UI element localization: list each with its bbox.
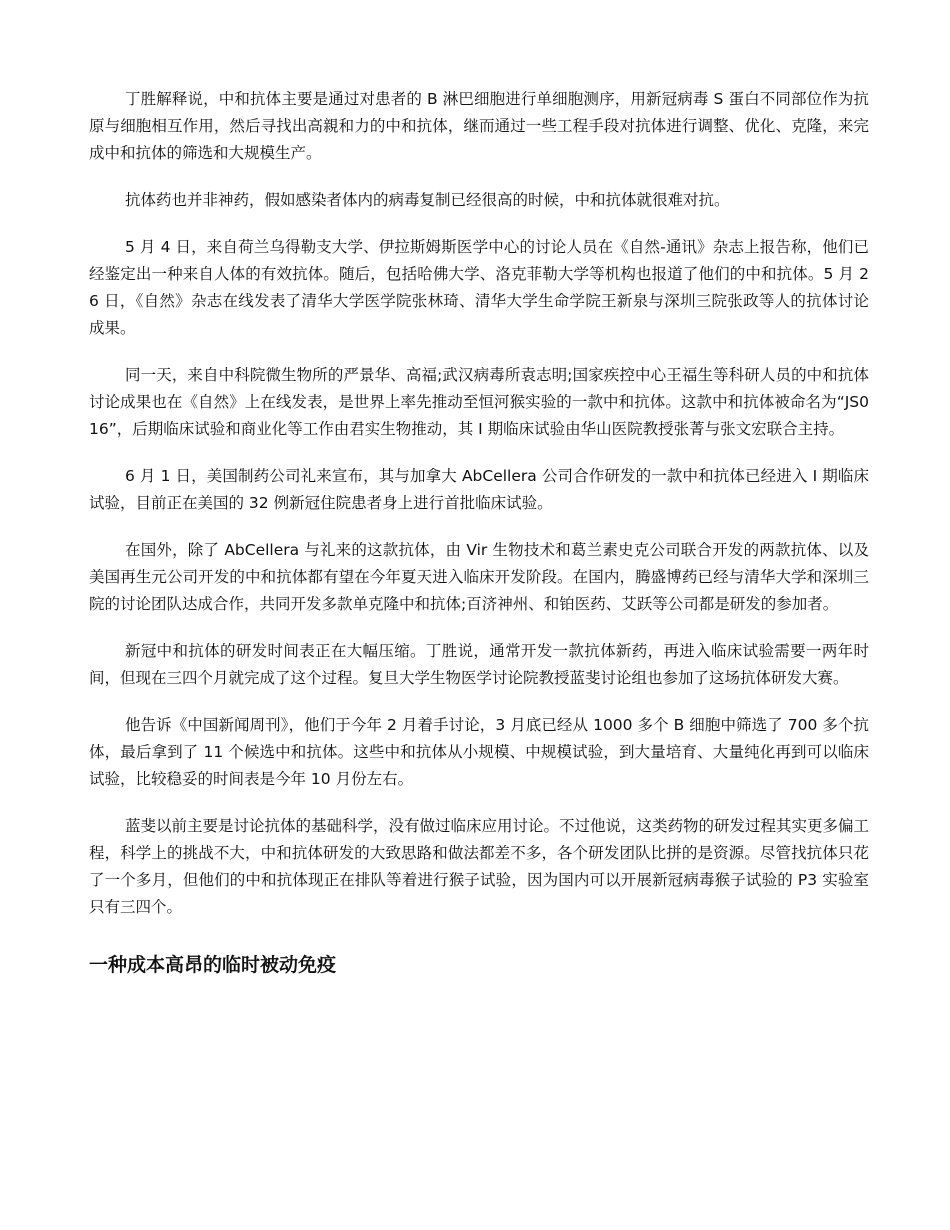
paragraph-3: 5 月 4 日，来自荷兰乌得勒支大学、伊拉斯姆斯医学中心的讨论人员在《自然-通讯》杂志上报告称，他们已经鉴定出一种来自人体的有效抗体。随后，包括哈佛大学、洛克菲勒大学等机构也报道了他们的中和抗体。5 月 26 日，《自然》杂志在线发表了清华大学医学院张林琦、清华大学生命学院王新泉与深圳三院张政等人的抗体讨论成果。 [89,238,869,337]
paragraph-5: 6 月 1 日，美国制药公司礼来宣布，其与加拿大 AbCellera 公司合作研发的一款中和抗体已经进入 I 期临床试验，目前正在美国的 32 例新冠住院患者身上进行首批临床试验。 [89,467,869,512]
section-heading: 一种成本高昂的临时被动免疫 [89,954,337,976]
paragraph-9: 蓝斐以前主要是讨论抗体的基础科学，没有做过临床应用讨论。不过他说，这类药物的研发过程其实更多偏工程，科学上的挑战不大，中和抗体研发的大致思路和做法都差不多，各个研发团队比拼的是资源。尽管找抗体只花了一个多月，但他们的中和抗体现正在排队等着进行猴子试验，因为国内可以开展新冠病毒猴子试验的 P3 实验室只有三四个。 [89,817,870,916]
paragraph-4: 同一天，来自中科院微生物所的严景华、高福;武汉病毒所袁志明;国家疾控中心王福生等科研人员的中和抗体讨论成果也在《自然》上在线发表，是世界上率先推动至恒河猴实验的一款中和抗体。这款中和抗体被命名为“JS016”，后期临床试验和商业化等工作由君实生物推动，其 I 期临床试验由华山医院教授张菁与张文宏联合主持。 [89,366,869,438]
paragraph-1: 丁胜解释说，中和抗体主要是通过对患者的 B 淋巴细胞进行单细胞测序，用新冠病毒 S 蛋白不同部位作为抗原与细胞相互作用，然后寻找出高親和力的中和抗体，继而通过一些工程手段对抗体进行调整、优化、克隆，来完成中和抗体的筛选和大规模生产。 [89,90,869,162]
paragraph-2: 抗体药也并非神药，假如感染者体内的病毒复制已经很高的时候，中和抗体就很难对抗。 [125,191,730,209]
paragraph-8: 他告诉《中国新闻周刊》，他们于今年 2 月着手讨论，3 月底已经从 1000 多个 B 细胞中筛选了 700 多个抗体，最后拿到了 11 个候选中和抗体。这些中和抗体从小规模、中规模试验，到大量培育、大量纯化再到可以临床试验，比较稳妥的时间表是今年 10 月份左右。 [89,716,869,788]
paragraph-7: 新冠中和抗体的研发时间表正在大幅压缩。丁胜说，通常开发一款抗体新药，再进入临床试验需要一两年时间，但现在三四个月就完成了这个过程。复旦大学生物医学讨论院教授蓝斐讨论组也参加了这场抗体研发大赛。 [89,642,869,687]
paragraph-6: 在国外，除了 AbCellera 与礼来的这款抗体，由 Vir 生物技术和葛兰素史克公司联合开发的两款抗体、以及美国再生元公司开发的中和抗体都有望在今年夏天进入临床开发阶段。在国内，腾盛博药已经与清华大学和深圳三院的讨论团队达成合作，共同开发多款单克隆中和抗体;百济神州、和铂医药、艾跃等公司都是研发的参加者。 [89,541,869,613]
document-page [89,86,869,979]
